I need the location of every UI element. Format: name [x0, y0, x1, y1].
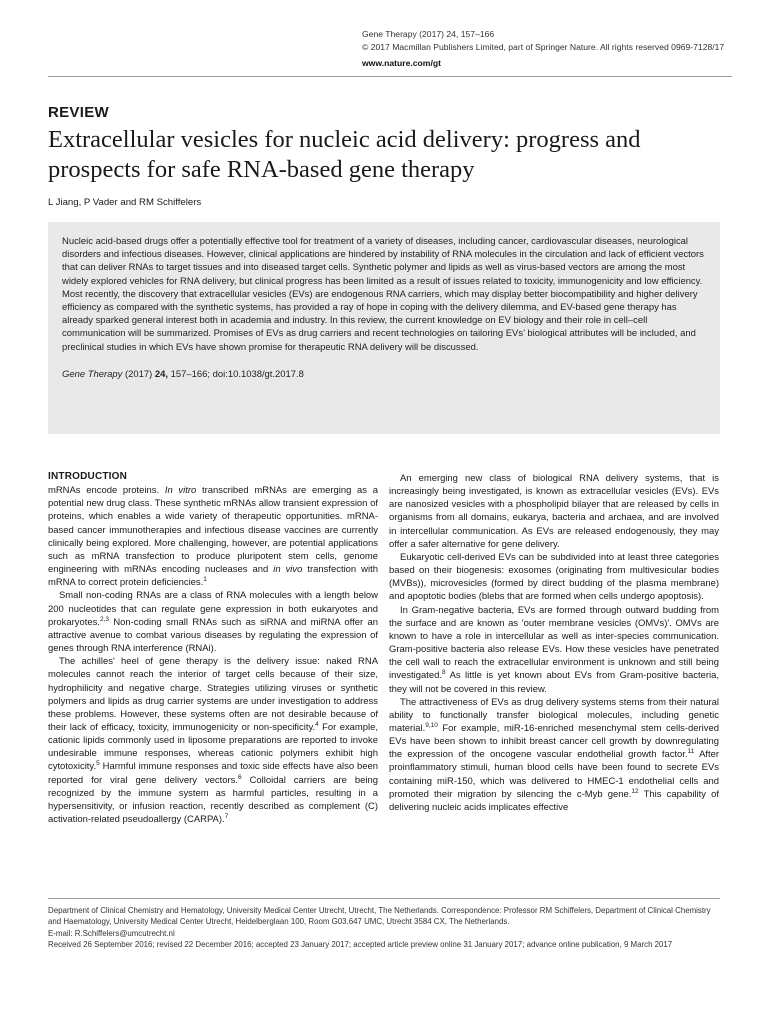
journal-header: [362, 28, 732, 70]
affiliation-note: Department of Clinical Chemistry and Hematology, University Medical Center Utrecht, Utrecht, The Netherlands. Correspondence: Professor RM Schiffelers, Department of Clinical Chemistry and Haematology, University Medical Center Utrecht, Heidelberglaan 100, Room G03.647 UMC, Utrecht 3584 CX, The Netherlands.: [48, 906, 711, 927]
citation-volume: 24,: [154, 368, 168, 380]
header-divider: [48, 76, 732, 77]
journal-url-link[interactable]: www.nature.com/gt: [362, 58, 441, 68]
article-type-label: REVIEW: [48, 104, 109, 121]
body-column-right: [389, 472, 719, 814]
correspondence-email[interactable]: E-mail: R.Schiffelers@umcutrecht.nl: [48, 928, 175, 938]
received-dates: Received 26 September 2016; revised 22 December 2016; accepted 23 January 2017; accepted article preview online 31 January 2017; advance online publication, 9 March 2017: [48, 940, 673, 950]
body-paragraph: Eukaryotic cell-derived EVs can be subdivided into at least three categories based on their biogenesis: exosomes (originating from multivesicular bodies (MVBs)), microvesicles (formed by direct budding of the plasma membrane) and apoptotic bodies (blebs that are formed when cells undergo apoptosis).: [389, 551, 719, 603]
abstract-citation: [62, 368, 706, 381]
footnotes: [48, 905, 720, 951]
citation-journal: Gene Therapy: [62, 368, 123, 380]
footnote-divider: [48, 898, 720, 899]
body-paragraph: In Gram-negative bacteria, EVs are formed through outward budding from the surface and are known as 'outer membrane vesicles (OMVs)'. OMVs are known to have a role in intercellular as well as inter-species communication. Gram-positive bacteria also release EVs. How these vesicles have penetrated the cell wall to reach the extracellular environment is unknown and still being investigated.$^8$ As little is yet known about EVs from Gram-positive bacteria, they will not be covered in this review.: [389, 604, 719, 695]
body-paragraph: The achilles' heel of gene therapy is the delivery issue: naked RNA molecules cannot reach the interior of target cells because of their size, hydrophilicity and negative charge. Strategies utilizing viruses or synthetic polymers and lipids as drug carrier systems are under investigation to address these problems. However, these systems often are not desirable because of their lack of efficacy, toxicity, immunogenicity or non-specificity.$^4$ For example, cationic lipids commonly used in liposome preparations are reported to invoke undesirable immune responses, whereas cationic polymers exhibit high cytotoxicity.$^5$ Harmful immune responses and toxic side effects have also been reported for viral gene delivery vectors.$^6$ Colloidal carriers are being recognized by the immune system as harmful particles, resulting in a hypersensitivity, or infusion reaction, recently described as complement (C) activation-related pseudoallergy (CARPA).$^7$: [48, 656, 378, 826]
body-paragraph: Small non-coding RNAs are a class of RNA molecules with a length below 200 nucleotides that can regulate gene expression in both eukaryotes and prokaryotes.$^{2,3}$ Non-coding small RNAs such as siRNA and miRNA offer an attractive avenue to combat various diseases by regulating the expression of genes through RNA interference (RNAi).: [48, 590, 378, 655]
article-title: Extracellular vesicles for nucleic acid delivery: progress and prospects for safe RNA-based gene therapy: [48, 126, 641, 183]
citation-doi: 157–166; doi:10.1038/gt.2017.8: [170, 368, 304, 380]
body-paragraph: An emerging new class of biological RNA delivery systems, that is increasingly being investigated, is known as extracellular vesicles (EVs). EVs are nanosized vesicles with a phospholipid bilayer that are released by cells in organisms from all domains, eukarya, bacteria and archaea, and are involved in intercellular communication. As EVs are released endogenously, they may offer a safer alternative for gene delivery.: [389, 473, 719, 550]
copyright-line: © 2017 Macmillan Publishers Limited, part of Springer Nature. All rights reserved 0969-7128/17: [362, 41, 725, 52]
author-list: L Jiang, P Vader and RM Schiffelers: [48, 197, 202, 208]
citation-year: (2017): [124, 368, 153, 380]
section-heading-introduction: INTRODUCTION: [48, 471, 128, 482]
body-column-left: [48, 470, 378, 826]
journal-citation-line: Gene Therapy (2017) 24, 157–166: [362, 29, 495, 39]
abstract-box: [48, 222, 720, 434]
body-paragraph: The attractiveness of EVs as drug delivery systems stems from their natural ability to functionally transfer biological molecules, including genetic material.$^{9,10}$ For example, miR-16-enriched mesenchymal stem cells-derived EVs have been shown to inhibit breast cancer cell growth by downregulating the expression of the oncogene vascular endothelial growth factor.$^{11}$ After proinflammatory stimuli, human blood cells have been found to secrete EVs containing miR-150, which was delivered to HMEC-1 endothelial cells and promoted their migration by silencing the c-Myb gene.$^{12}$ This capability of delivering nucleic acids implicates effective: [389, 696, 720, 813]
abstract-text: Nucleic acid-based drugs offer a potentially effective tool for treatment of a variety of diseases, including cancer, cardiovascular diseases, neurological disorders and infectious diseases. However, clinical applications are hindered by instability of RNA molecules in the circulation and lack of efficient vectors that can deliver RNAs to target tissues and into diseased target cells. Synthetic polymer and lipids as well as virus-based vectors are among the most widely explored vehicles for RNA delivery, but clinical progress has been limited as a result of issues related to toxicity, immunogenicity and low efficiency. Most recently, the discovery that extracellular vesicles (EVs) are endogenous RNA carriers, which may display better biocompatibility and higher delivery efficiency as compared with the synthetic systems, has provided a ray of hope in coping with the delivery dilemma, and EV-based gene therapy has already sparked general interest both in academia and industry. In this review, the current knowledge on EV biology and their role in cell–cell communication will be summarized. Promises of EVs as drug carriers and recent technologies on tailoring EVs’ biological attributes will be included, and preclinical studies in which EVs have shown promise for therapeutic RNA delivery will be discussed.: [62, 236, 704, 353]
body-paragraph: mRNAs encode proteins. In vitro transcribed mRNAs are emerging as a potential new drug class. These synthetic mRNAs allow transient expression of proteins, which enables a wide variety of therapeutic opportunities. mRNA-based cancer immunotherapies and infectious disease vaccines are currently clinically being explored. More challenging, however, are potential applications such as mRNA transfection to produce pluripotent stem cells, genome engineering with mRNAs encoding nucleases and in vivo transfection with mRNA to correct protein deficiencies.$^1$: [48, 485, 378, 589]
